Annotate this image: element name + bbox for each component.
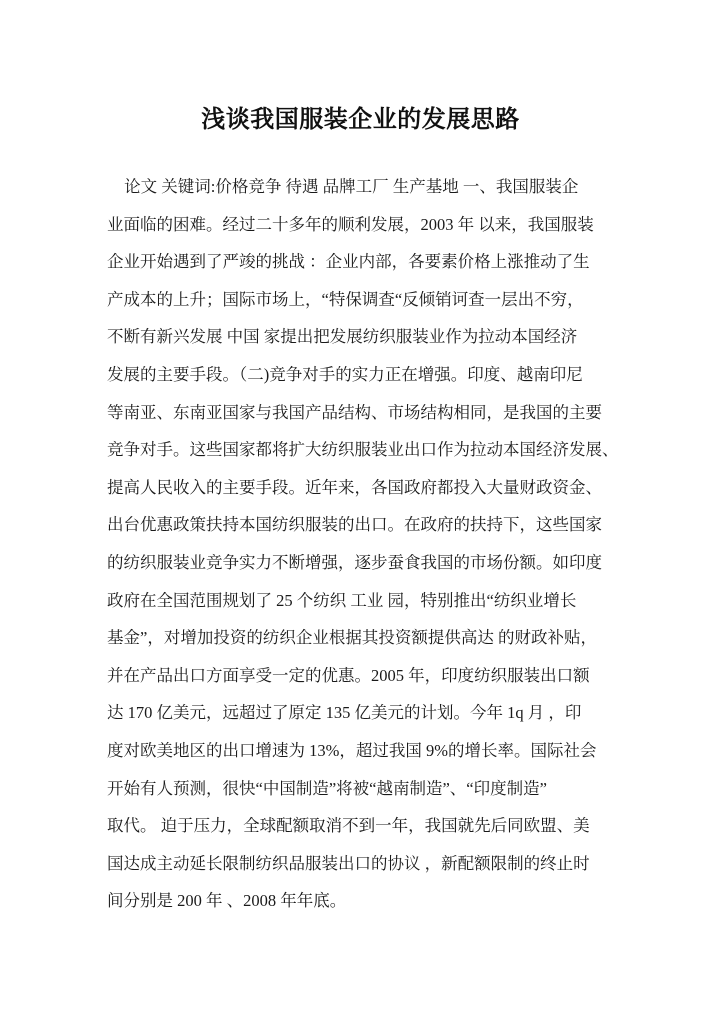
body-line: 国达成主动延长限制纺织品服装出口的协议 ，新配额限制的终止时: [107, 853, 590, 873]
body-line: 竞争对手。这些国家都将扩大纺织服装业出口作为拉动本国经济发展、: [107, 440, 619, 460]
body-line: 达 170 亿美元，远超过了原定 135 亿美元的计划。今年 1q 月 ，印: [107, 703, 582, 723]
body-line: 开始有人预测，很快“中国制造”将被“越南制造”、“印度制造”: [107, 778, 547, 798]
body-line: 提高人民收入的主要手段。近年来，各国政府都投入大量财政资金、: [107, 477, 602, 497]
body-line: 政府在全国范围规划了 25 个纺织 工业 园，特别推出“纺织业增长: [107, 590, 577, 610]
body-line: 发展的主要手段。（二)竞争对手的实力正在增强。印度、越南印尼: [107, 364, 583, 384]
body-line: 产成本的上升；国际市场上，“特保调查“反倾销诃查一层出不穷，: [107, 289, 584, 309]
body-line: 企业开始遇到了严竣的挑战 ：企业内部，各要素价格上涨推动了生: [107, 252, 590, 272]
body-line: 并在产品出口方面享受一定的优惠。2005 年，印度纺织服装出口额: [107, 665, 590, 685]
body-line: 的纺织服装业竞争实力不断增强，逐步蚕食我国的市场份额。如印度: [107, 552, 602, 572]
body-line: 不断有新兴发展 中国 家提出把发展纺织服装业作为拉动本国经济: [107, 327, 578, 347]
page-title: 浅谈我国服装企业的发展思路: [201, 107, 520, 134]
body-line: 等南亚、东南亚国家与我国产品结构、市场结构相同，是我国的主要: [107, 402, 602, 422]
body-line: 度对欧美地区的出口增速为 13%，超过我国 9%的增长率。国际社会: [107, 740, 597, 760]
body-line: 业面临的困难。经过二十多年的顺利发展，2003 年 以来，我国服装: [107, 214, 594, 234]
document-body: [107, 168, 619, 920]
body-line: 基金”，对增加投资的纺织企业根据其投资额提供高达 的财政补贴，: [107, 628, 597, 648]
body-line: 间分别是 200 年 、2008 年年底。: [107, 891, 347, 911]
body-line: 论文 关键词:价格竞争 待遇 品牌工厂 生产基地 一、我国服装企: [120, 177, 579, 196]
body-line: 出台优惠政策扶持本国纺织服装的出口。在政府的扶持下，这些国家: [107, 515, 602, 535]
body-line: 取代。 迫于压力，全球配额取消不到一年，我国就先后同欧盟、美: [107, 816, 590, 836]
